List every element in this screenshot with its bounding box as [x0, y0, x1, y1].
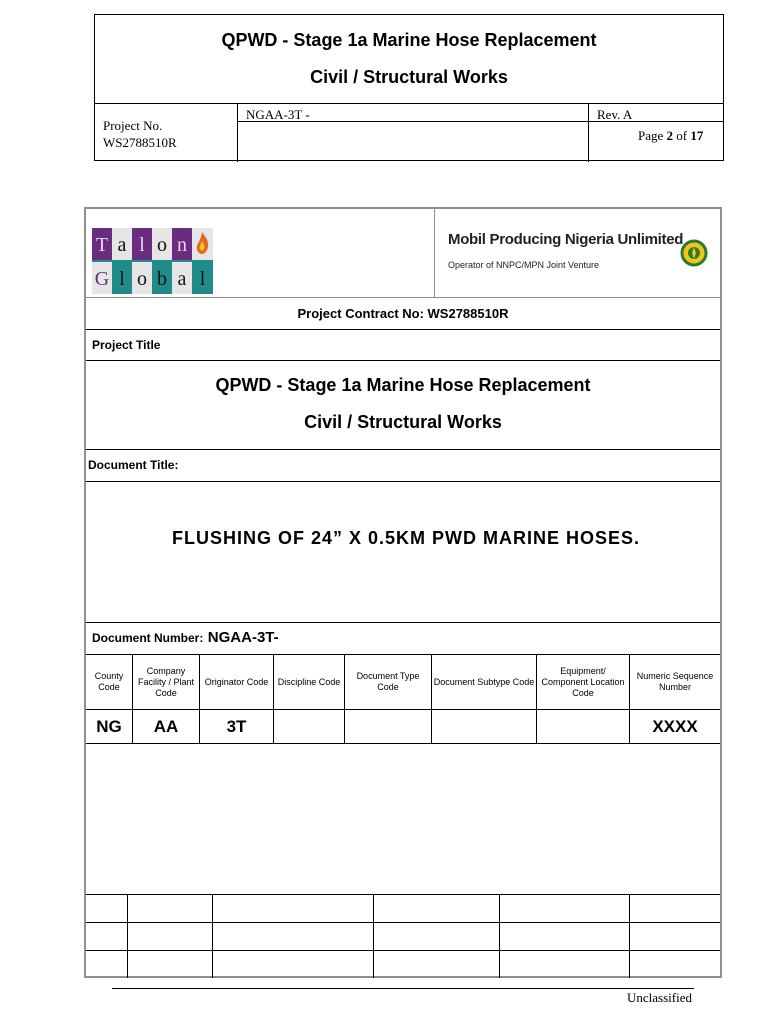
- logo-letter: G: [92, 262, 112, 294]
- page-total: 17: [690, 128, 704, 143]
- document-title-label: Document Title:: [88, 458, 179, 472]
- code-value-company: AA: [153, 717, 179, 736]
- divider: [86, 922, 720, 923]
- logo-letter: a: [172, 262, 192, 294]
- logo-letter: l: [192, 262, 213, 294]
- mobil-company-name: Mobil Producing Nigeria Unlimited: [448, 231, 684, 248]
- contract-row: [86, 298, 720, 330]
- code-value-originator: 3T: [226, 717, 247, 736]
- logo-letter: n: [172, 228, 192, 260]
- doc-ref: NGAA-3T -: [246, 107, 310, 122]
- logo-letter: l: [112, 262, 132, 294]
- flame-icon: [192, 228, 213, 260]
- divider: [237, 104, 238, 162]
- project-title-line2: Civil / Structural Works: [304, 412, 502, 432]
- divider: [499, 894, 500, 978]
- revision-grid: [86, 894, 720, 978]
- divider: [373, 894, 374, 978]
- document-title-row: [86, 482, 720, 623]
- classification-label: Unclassified: [627, 990, 692, 1005]
- document-number-label: Document Number:: [92, 631, 204, 645]
- logo-letter: a: [112, 228, 132, 260]
- code-header-sequence: Numeric Sequence Number: [636, 671, 714, 692]
- divider: [629, 894, 630, 978]
- document-form: [84, 207, 722, 978]
- divider: [127, 894, 128, 978]
- divider: [237, 121, 723, 122]
- logo-letter: b: [152, 262, 172, 294]
- code-header-document-subtype: Document Subtype Code: [433, 676, 535, 687]
- divider: [434, 209, 435, 297]
- code-header-document-type: Document Type Code: [356, 671, 420, 692]
- code-value-country: NG: [96, 717, 122, 736]
- project-title-label: Project Title: [92, 338, 161, 352]
- header-title-line1: QPWD - Stage 1a Marine Hose Replacement: [221, 30, 597, 50]
- divider: [588, 104, 589, 162]
- code-table: [86, 655, 720, 744]
- page-current: 2: [666, 128, 674, 143]
- project-title-row: [86, 361, 720, 450]
- revision: Rev. A: [597, 107, 633, 122]
- page-indicator: [638, 128, 703, 162]
- project-no-label: Project No.: [103, 118, 163, 133]
- project-title-line1: QPWD - Stage 1a Marine Hose Replacement: [215, 375, 591, 395]
- logo-letter: o: [152, 228, 172, 260]
- document-number-row: [86, 623, 720, 655]
- project-no-block: [103, 117, 177, 162]
- document-header: [94, 14, 724, 161]
- mobil-company-subtitle: Operator of NNPC/MPN Joint Venture: [448, 260, 600, 270]
- code-value-sequence: XXXX: [652, 717, 698, 736]
- code-header-discipline: Discipline Code: [277, 676, 341, 687]
- code-header-equipment: Equipment/ Component Location Code: [541, 665, 625, 698]
- document-number-value: NGAA-3T-: [207, 629, 279, 646]
- logo-letter: l: [132, 228, 152, 260]
- code-header-originator: Originator Code: [204, 676, 269, 687]
- divider: [86, 894, 720, 895]
- footer-rule: [112, 988, 694, 989]
- header-info-row: [95, 103, 723, 162]
- document-title: FLUSHING OF 24” X 0.5KM PWD MARINE HOSES.: [172, 528, 641, 548]
- talon-global-logo: [92, 228, 213, 294]
- mpn-emblem-icon: [680, 234, 708, 272]
- logo-letter: T: [92, 228, 112, 260]
- project-no-value: WS2788510R: [103, 135, 177, 150]
- document-title-label-row: [86, 450, 720, 482]
- code-header-company: Company Facility / Plant Code: [137, 665, 195, 698]
- page-of: of: [676, 128, 688, 143]
- header-title-line2: Civil / Structural Works: [310, 67, 508, 87]
- code-header-country: County Code: [94, 671, 124, 692]
- document-number: [92, 629, 279, 647]
- divider: [212, 894, 213, 978]
- project-title-label-row: [86, 330, 720, 361]
- logo-letter: o: [132, 262, 152, 294]
- page-prefix: Page: [638, 128, 664, 143]
- project-contract-number: Project Contract No: WS2788510R: [297, 306, 509, 321]
- divider: [86, 950, 720, 951]
